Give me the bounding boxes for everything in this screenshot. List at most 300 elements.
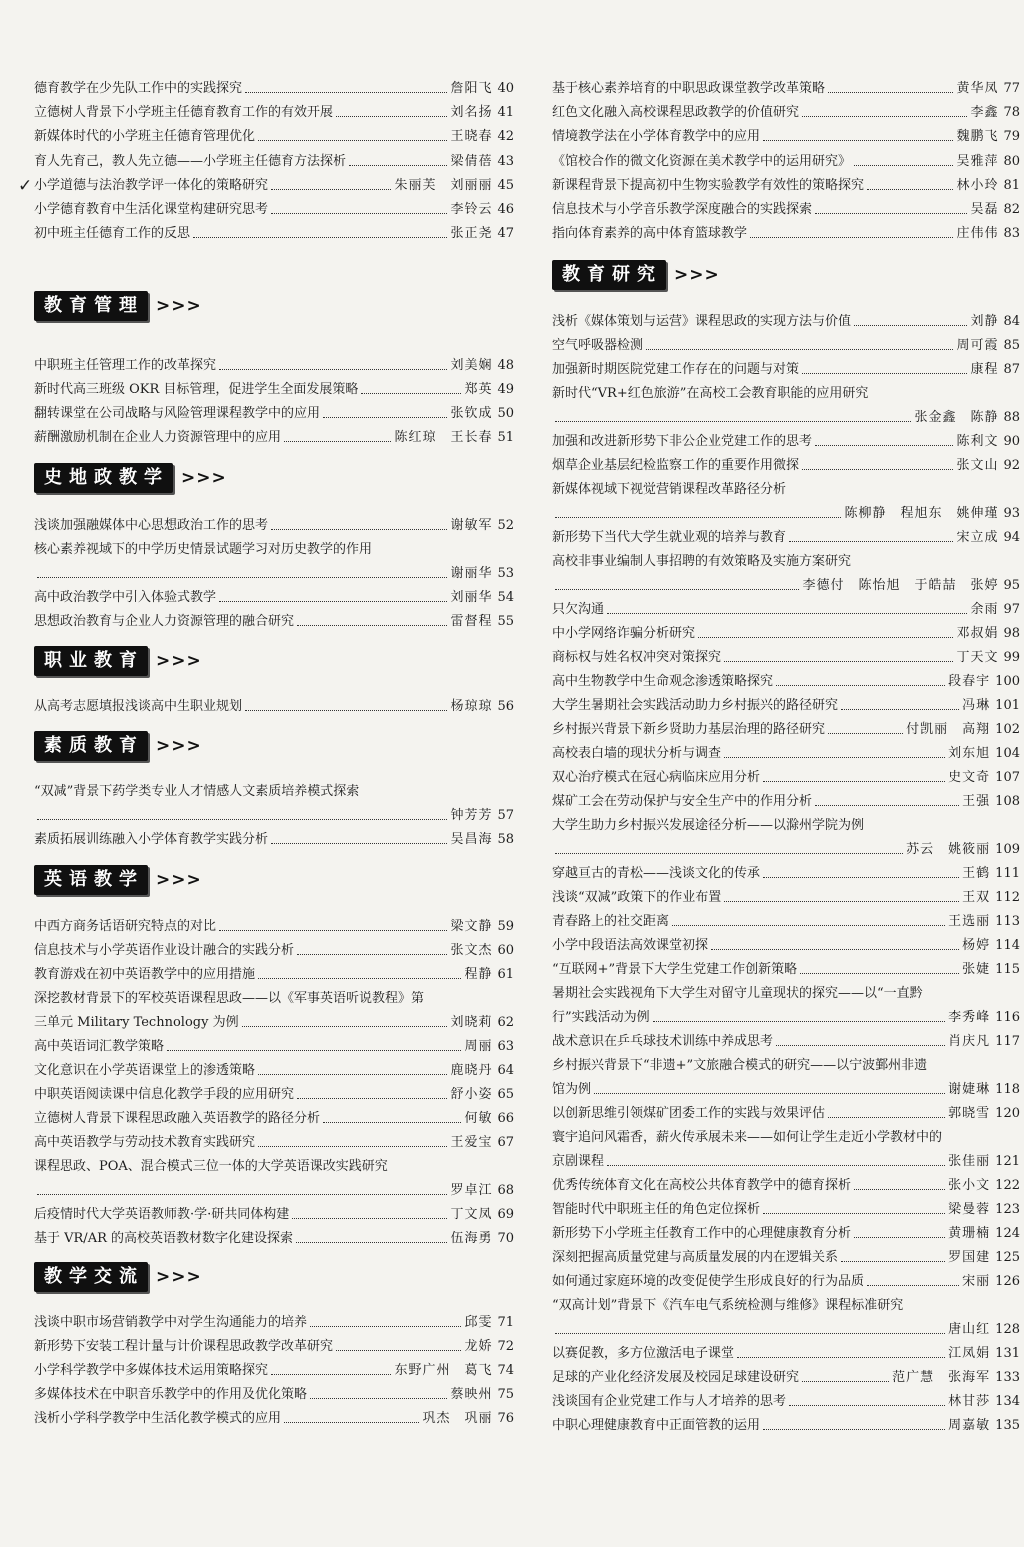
entry-title: 立德树人背景下课程思政融入英语教学的路径分析: [34, 1111, 321, 1126]
entry-title: 育人先育己，教人先立德——小学班主任德育方法探析: [34, 154, 347, 169]
toc-entry: [552, 1033, 1020, 1050]
dot-leader: [284, 441, 391, 442]
toc-entry: [34, 177, 514, 194]
entry-title: 多媒体技术在中职音乐教学中的作用及优化策略: [34, 1387, 308, 1402]
entry-author: 李德付 陈怡旭 于皓喆 张婷: [802, 578, 999, 593]
entry-title: 核心素养视域下的中学历史情景试题学习对历史教学的作用: [34, 542, 373, 557]
entry-page-number: 51: [497, 430, 514, 445]
dot-leader: [296, 1242, 447, 1243]
entry-title: 文化意识在小学英语课堂上的渗透策略: [34, 1063, 256, 1078]
section-arrows: >>>: [674, 265, 720, 285]
entry-page-number: 122: [995, 1178, 1020, 1193]
section-label: 职业教育: [34, 646, 148, 676]
toc-entry: [552, 601, 1020, 618]
entry-title: 高中英语词汇教学策略: [34, 1039, 165, 1054]
toc-entry: [552, 841, 1020, 858]
entry-title: 初中班主任德育工作的反思: [34, 226, 191, 241]
dot-leader: [724, 661, 953, 662]
entry-title: 战术意识在乒乓球技术训练中养成思考: [552, 1034, 774, 1049]
entry-title: 乡村振兴背景下新乡贤助力基层治理的路径研究: [552, 722, 826, 737]
entry-page-number: 46: [497, 202, 514, 217]
dot-leader: [555, 517, 841, 518]
entry-author: 余雨: [970, 602, 999, 617]
entry-page-number: 131: [995, 1346, 1020, 1361]
dot-leader: [297, 1098, 447, 1099]
dot-leader: [37, 819, 447, 820]
toc-entry: [552, 1057, 1020, 1074]
entry-page-number: 115: [995, 962, 1020, 977]
toc-entry: [552, 225, 1020, 242]
toc-entry: [552, 889, 1020, 906]
entry-author: 伍海勇: [450, 1231, 493, 1246]
dot-leader: [854, 1189, 945, 1190]
entry-page-number: 108: [995, 794, 1020, 809]
dot-leader: [271, 189, 391, 190]
entry-page-number: 135: [995, 1418, 1020, 1433]
entry-page-number: 48: [497, 358, 514, 373]
dot-leader: [245, 710, 447, 711]
section-heading: [34, 291, 514, 321]
entry-author: 程静: [464, 967, 493, 982]
entry-title: 后疫情时代大学英语教师教·学·研共同体构建: [34, 1207, 290, 1222]
toc-entry: [34, 128, 514, 145]
dot-leader: [815, 213, 967, 214]
toc-entry: [552, 1369, 1020, 1386]
entry-author: 段春宇: [948, 674, 991, 689]
entry-title: 中职心理健康教育中正面管教的运用: [552, 1418, 761, 1433]
section-heading: [552, 260, 1020, 290]
entry-author: 周可霞: [956, 338, 999, 353]
dot-leader: [711, 949, 959, 950]
toc-entry: [34, 1362, 514, 1379]
entry-title: 从高考志愿填报浅谈高中生职业规划: [34, 699, 243, 714]
handwritten-check-mark: ✓: [18, 176, 33, 196]
dot-leader: [271, 529, 447, 530]
entry-author: 张钦成: [450, 406, 493, 421]
toc-entry: [552, 313, 1020, 330]
entry-author: 吴磊: [970, 202, 999, 217]
entry-page-number: 65: [497, 1087, 514, 1102]
entry-page-number: 58: [497, 832, 514, 847]
entry-page-number: 53: [497, 566, 514, 581]
entry-author: 张金鑫 陈静: [914, 410, 999, 425]
entry-title: “互联网+”背景下大学生党建工作创新策略: [552, 962, 798, 977]
toc-entry: [552, 529, 1020, 546]
dot-leader: [802, 116, 967, 117]
dot-leader: [854, 325, 967, 326]
toc-entry: [34, 541, 514, 558]
entry-author: 梁倩蓓: [450, 154, 493, 169]
dot-leader: [219, 601, 447, 602]
entry-title: 行”实践活动为例: [552, 1010, 650, 1025]
entry-author: 谢丽华: [450, 566, 493, 581]
section-heading: [34, 646, 514, 676]
dot-leader: [828, 1117, 945, 1118]
entry-author: 郑英: [464, 382, 493, 397]
dot-leader: [271, 1374, 391, 1375]
entry-title: 烟草企业基层纪检监察工作的重要作用微探: [552, 458, 800, 473]
entry-title: 深挖教材背景下的军校英语课程思政——以《军事英语听说教程》第: [34, 991, 425, 1006]
entry-author: 王强: [962, 794, 991, 809]
toc-entry: [552, 409, 1020, 426]
toc-entry: [552, 1345, 1020, 1362]
entry-title: 双心治疗模式在冠心病临床应用分析: [552, 770, 761, 785]
toc-entry: [34, 942, 514, 959]
toc-entry: [552, 985, 1020, 1002]
toc-entry: [34, 807, 514, 824]
dot-leader: [37, 1194, 447, 1195]
entry-title: 如何通过家庭环境的改变促使学生形成良好的行为品质: [552, 1274, 865, 1289]
toc-entry: [552, 577, 1020, 594]
dot-leader: [867, 189, 953, 190]
section-arrows: >>>: [156, 870, 202, 890]
entry-page-number: 124: [995, 1226, 1020, 1241]
toc-entry: [552, 153, 1020, 170]
dot-leader: [258, 140, 447, 141]
entry-author: 苏云 姚筱丽: [906, 842, 991, 857]
entry-page-number: 54: [497, 590, 514, 605]
dot-leader: [841, 1261, 945, 1262]
entry-author: 黄珊楠: [948, 1226, 991, 1241]
entry-page-number: 90: [1003, 434, 1020, 449]
entry-author: 蔡映州: [450, 1387, 493, 1402]
entry-page-number: 71: [497, 1315, 514, 1330]
entry-page-number: 45: [497, 178, 514, 193]
entry-page-number: 133: [995, 1370, 1020, 1385]
entry-title: 大学生助力乡村振兴发展途径分析——以滁州学院为例: [552, 818, 865, 833]
entry-page-number: 97: [1003, 602, 1020, 617]
dot-leader: [555, 1333, 945, 1334]
entry-page-number: 95: [1003, 578, 1020, 593]
dot-leader: [867, 1285, 959, 1286]
section-label: 教育管理: [34, 291, 148, 321]
toc-entry: [34, 1110, 514, 1127]
toc-entry: [552, 793, 1020, 810]
entry-title: 煤矿工会在劳动保护与安全生产中的作用分析: [552, 794, 813, 809]
entry-title: 新时代“VR+红色旅游”在高校工会教育职能的应用研究: [552, 386, 869, 401]
entry-title: 足球的产业化经济发展及校园足球建设研究: [552, 1370, 800, 1385]
toc-entry: [34, 589, 514, 606]
toc-entry: [552, 745, 1020, 762]
section-arrows: >>>: [156, 1267, 202, 1287]
dot-leader: [245, 92, 447, 93]
toc-entry: [552, 769, 1020, 786]
entry-title: 高中英语教学与劳动技术教育实践研究: [34, 1135, 256, 1150]
entry-page-number: 125: [995, 1250, 1020, 1265]
entry-title: 加强和改进新形势下非公企业党建工作的思考: [552, 434, 813, 449]
entry-title: 教育游戏在初中英语教学中的应用措施: [34, 967, 256, 982]
entry-author: 冯琳: [962, 698, 991, 713]
toc-entry: [552, 80, 1020, 97]
entry-author: 杨婷: [962, 938, 991, 953]
dot-leader: [750, 237, 953, 238]
entry-page-number: 121: [995, 1154, 1020, 1169]
entry-author: 范广慧 张海军: [892, 1370, 991, 1385]
entry-author: 东野广州 葛飞: [394, 1363, 493, 1378]
entry-page-number: 94: [1003, 530, 1020, 545]
toc-entry: [552, 625, 1020, 642]
entry-page-number: 85: [1003, 338, 1020, 353]
toc-entry: [552, 1249, 1020, 1266]
dot-leader: [646, 349, 953, 350]
entry-page-number: 52: [497, 518, 514, 533]
entry-title: 深刻把握高质量党建与高质量发展的内在逻辑关系: [552, 1250, 839, 1265]
entry-title: 浅谈加强融媒体中心思想政治工作的思考: [34, 518, 269, 533]
entry-page-number: 41: [497, 105, 514, 120]
toc-entry: [34, 1386, 514, 1403]
dot-leader: [802, 1381, 889, 1382]
dot-leader: [672, 925, 945, 926]
section-label: 教育研究: [552, 260, 666, 290]
entry-title: 小学科学教学中多媒体技术运用策略探究: [34, 1363, 269, 1378]
entry-title: 高校表白墙的现状分析与调查: [552, 746, 722, 761]
section-label: 素质教育: [34, 731, 148, 761]
entry-page-number: 49: [497, 382, 514, 397]
entry-title: 中职英语阅读课中信息化教学手段的应用研究: [34, 1087, 295, 1102]
entry-page-number: 47: [497, 226, 514, 241]
dot-leader: [193, 237, 447, 238]
dot-leader: [297, 625, 447, 626]
entry-title: 只欠沟通: [552, 602, 605, 617]
entry-author: 宋立成: [956, 530, 999, 545]
toc-entry: [552, 1417, 1020, 1434]
entry-author: 鹿晓丹: [450, 1063, 493, 1078]
dot-leader: [336, 1350, 461, 1351]
entry-author: 陈红琼 王长春: [394, 430, 493, 445]
entry-author: 李秀峰: [948, 1010, 991, 1025]
toc-entry: [552, 649, 1020, 666]
entry-page-number: 83: [1003, 226, 1020, 241]
entry-author: 梁曼蓉: [948, 1202, 991, 1217]
dot-leader: [310, 1326, 461, 1327]
dot-leader: [815, 805, 959, 806]
section-arrows: >>>: [181, 468, 227, 488]
entry-page-number: 114: [995, 938, 1020, 953]
entry-page-number: 72: [497, 1339, 514, 1354]
entry-page-number: 92: [1003, 458, 1020, 473]
entry-author: 王鹤: [962, 866, 991, 881]
entry-author: 陈柳静 程旭东 姚伸瑾: [844, 506, 999, 521]
entry-page-number: 63: [497, 1039, 514, 1054]
entry-title: 德育教学在少先队工作中的实践探究: [34, 81, 243, 96]
toc-entry: [34, 1206, 514, 1223]
entry-title: 新形势下安装工程计量与计价课程思政教学改革研究: [34, 1339, 334, 1354]
entry-author: 罗卓江: [450, 1183, 493, 1198]
entry-page-number: 81: [1003, 178, 1020, 193]
toc-entry: [552, 104, 1020, 121]
entry-page-number: 57: [497, 808, 514, 823]
entry-title: 空气呼吸器检测: [552, 338, 644, 353]
entry-title: 浅析小学科学教学中生活化教学模式的应用: [34, 1411, 282, 1426]
section-heading: [34, 1262, 514, 1292]
section-label: 英语教学: [34, 865, 148, 895]
entry-title: 新时代高三班级 OKR 目标管理，促进学生全面发展策略: [34, 382, 359, 397]
dot-leader: [776, 685, 945, 686]
dot-leader: [828, 733, 903, 734]
dot-leader: [802, 373, 967, 374]
dot-leader: [336, 116, 447, 117]
toc-entry: [552, 1129, 1020, 1146]
entry-author: 史文奇: [948, 770, 991, 785]
entry-author: 庄伟伟: [956, 226, 999, 241]
entry-author: 周丽: [464, 1039, 493, 1054]
toc-entry: [34, 990, 514, 1007]
toc-entry: [34, 918, 514, 935]
entry-page-number: 102: [995, 722, 1020, 737]
entry-page-number: 70: [497, 1231, 514, 1246]
entry-page-number: 126: [995, 1274, 1020, 1289]
toc-entry: [552, 433, 1020, 450]
entry-author: 王晓春: [450, 129, 493, 144]
entry-title: 《馆校合作的微文化资源在美术教学中的运用研究》: [552, 154, 852, 169]
dot-leader: [815, 445, 953, 446]
entry-author: 丁文凤: [450, 1207, 493, 1222]
entry-title: 素质拓展训练融入小学体育教学实践分析: [34, 832, 269, 847]
entry-author: 刘丽华: [450, 590, 493, 605]
toc-entry: [552, 1225, 1020, 1242]
entry-author: 付凯丽 高翔: [906, 722, 991, 737]
toc-entry: [552, 817, 1020, 834]
dot-leader: [167, 1050, 461, 1051]
toc-entry: [552, 201, 1020, 218]
entry-page-number: 43: [497, 154, 514, 169]
entry-page-number: 50: [497, 406, 514, 421]
entry-author: 林甘莎: [948, 1394, 991, 1409]
entry-title: 馆为例: [552, 1082, 592, 1097]
toc-entry: [552, 1081, 1020, 1098]
toc-entry: [34, 153, 514, 170]
entry-title: 高中政治教学中引入体验式教学: [34, 590, 217, 605]
dot-leader: [763, 1429, 945, 1430]
entry-title: 思想政治教育与企业人力资源管理的融合研究: [34, 614, 295, 629]
entry-author: 魏鹏飞: [956, 129, 999, 144]
dot-leader: [854, 1237, 945, 1238]
entry-title: 大学生暑期社会实践活动助力乡村振兴的路径研究: [552, 698, 839, 713]
entry-author: 龙娇: [464, 1339, 493, 1354]
entry-title: 浅谈“双减”政策下的作业布置: [552, 890, 722, 905]
entry-title: 浅析《媒体策划与运营》课程思政的实现方法与价值: [552, 314, 852, 329]
toc-entry: [34, 517, 514, 534]
toc-entry: [552, 1273, 1020, 1290]
toc-entry: [34, 381, 514, 398]
dot-leader: [258, 1074, 447, 1075]
entry-title: 新课程背景下提高初中生物实验教学有效性的策略探究: [552, 178, 865, 193]
section-arrows: >>>: [156, 736, 202, 756]
toc-entry: [34, 1158, 514, 1175]
toc-entry: [34, 80, 514, 97]
entry-page-number: 93: [1003, 506, 1020, 521]
entry-title: 基于核心素养培育的中职思政课堂教学改革策略: [552, 81, 826, 96]
dot-leader: [297, 954, 447, 955]
dot-leader: [310, 1398, 447, 1399]
dot-leader: [763, 1213, 945, 1214]
toc-entry: [34, 1314, 514, 1331]
toc-entry: [552, 937, 1020, 954]
entry-title: 高校非事业编制人事招聘的有效策略及实施方案研究: [552, 554, 852, 569]
entry-page-number: 69: [497, 1207, 514, 1222]
toc-entry: [552, 1297, 1020, 1314]
dot-leader: [607, 1165, 945, 1166]
dot-leader: [323, 1122, 461, 1123]
toc-entry: [34, 1230, 514, 1247]
toc-entry: [34, 831, 514, 848]
toc-entry: [34, 201, 514, 218]
entry-title: 信息技术与小学音乐教学深度融合的实践探索: [552, 202, 813, 217]
toc-entry: [552, 1105, 1020, 1122]
entry-author: 吴雅萍: [956, 154, 999, 169]
toc-entry: [552, 457, 1020, 474]
entry-page-number: 76: [497, 1411, 514, 1426]
entry-page-number: 84: [1003, 314, 1020, 329]
entry-page-number: 79: [1003, 129, 1020, 144]
entry-title: 寰宇追问风霜香，薪火传承展未来——如何让学生走近小学教材中的: [552, 1130, 943, 1145]
entry-author: 刘晓莉: [450, 1015, 493, 1030]
entry-page-number: 118: [995, 1082, 1020, 1097]
toc-entry: [34, 429, 514, 446]
dot-leader: [219, 369, 447, 370]
toc-entry: [34, 1338, 514, 1355]
entry-page-number: 62: [497, 1015, 514, 1030]
entry-title: 京剧课程: [552, 1154, 605, 1169]
entry-title: 中小学网络诈骗分析研究: [552, 626, 696, 641]
entry-author: 刘静: [970, 314, 999, 329]
toc-entry: [552, 128, 1020, 145]
dot-leader: [271, 843, 447, 844]
toc-entry: [34, 783, 514, 800]
entry-title: 小学道德与法治教学评一体化的策略研究: [34, 178, 269, 193]
section-arrows: >>>: [156, 296, 202, 316]
entry-author: 钟芳芳: [450, 808, 493, 823]
entry-title: 青春路上的社交距离: [552, 914, 670, 929]
dot-leader: [594, 1093, 945, 1094]
toc-entry: [552, 1009, 1020, 1026]
toc-entry: [34, 1410, 514, 1427]
entry-page-number: 107: [995, 770, 1020, 785]
entry-page-number: 78: [1003, 105, 1020, 120]
entry-title: 新形势下当代大学生就业观的培养与教育: [552, 530, 787, 545]
entry-title: 优秀传统体育文化在高校公共体育教学中的德育探析: [552, 1178, 852, 1193]
toc-entry: [552, 1153, 1020, 1170]
entry-title: 暑期社会实践视角下大学生对留守儿童现状的探究——以“一直黔: [552, 986, 923, 1001]
entry-author: 张文山: [956, 458, 999, 473]
entry-page-number: 59: [497, 919, 514, 934]
section-arrows: >>>: [156, 651, 202, 671]
dot-leader: [284, 1422, 419, 1423]
entry-author: 张佳丽: [948, 1154, 991, 1169]
toc-entry: [552, 1321, 1020, 1338]
dot-leader: [724, 757, 945, 758]
entry-author: 雷督程: [450, 614, 493, 629]
dot-leader: [37, 577, 447, 578]
toc-entry: [552, 337, 1020, 354]
entry-title: 小学德育教育中生活化课堂构建研究思考: [34, 202, 269, 217]
dot-leader: [802, 469, 953, 470]
entry-title: 基于 VR/AR 的高校英语教材数字化建设探索: [34, 1231, 293, 1246]
entry-page-number: 56: [497, 699, 514, 714]
entry-title: 情境教学法在小学体育教学中的应用: [552, 129, 761, 144]
dot-leader: [555, 853, 903, 854]
entry-page-number: 113: [995, 914, 1020, 929]
entry-page-number: 104: [995, 746, 1020, 761]
entry-title: 新媒体视域下视觉营销课程改革路径分析: [552, 482, 787, 497]
dot-leader: [737, 1357, 945, 1358]
entry-title: 浅谈国有企业党建工作与人才培养的思考: [552, 1394, 787, 1409]
toc-entry: [552, 865, 1020, 882]
entry-page-number: 99: [1003, 650, 1020, 665]
toc-entry: [34, 1062, 514, 1079]
entry-title: 新媒体时代的小学班主任德育管理优化: [34, 129, 256, 144]
entry-page-number: 116: [995, 1010, 1020, 1025]
